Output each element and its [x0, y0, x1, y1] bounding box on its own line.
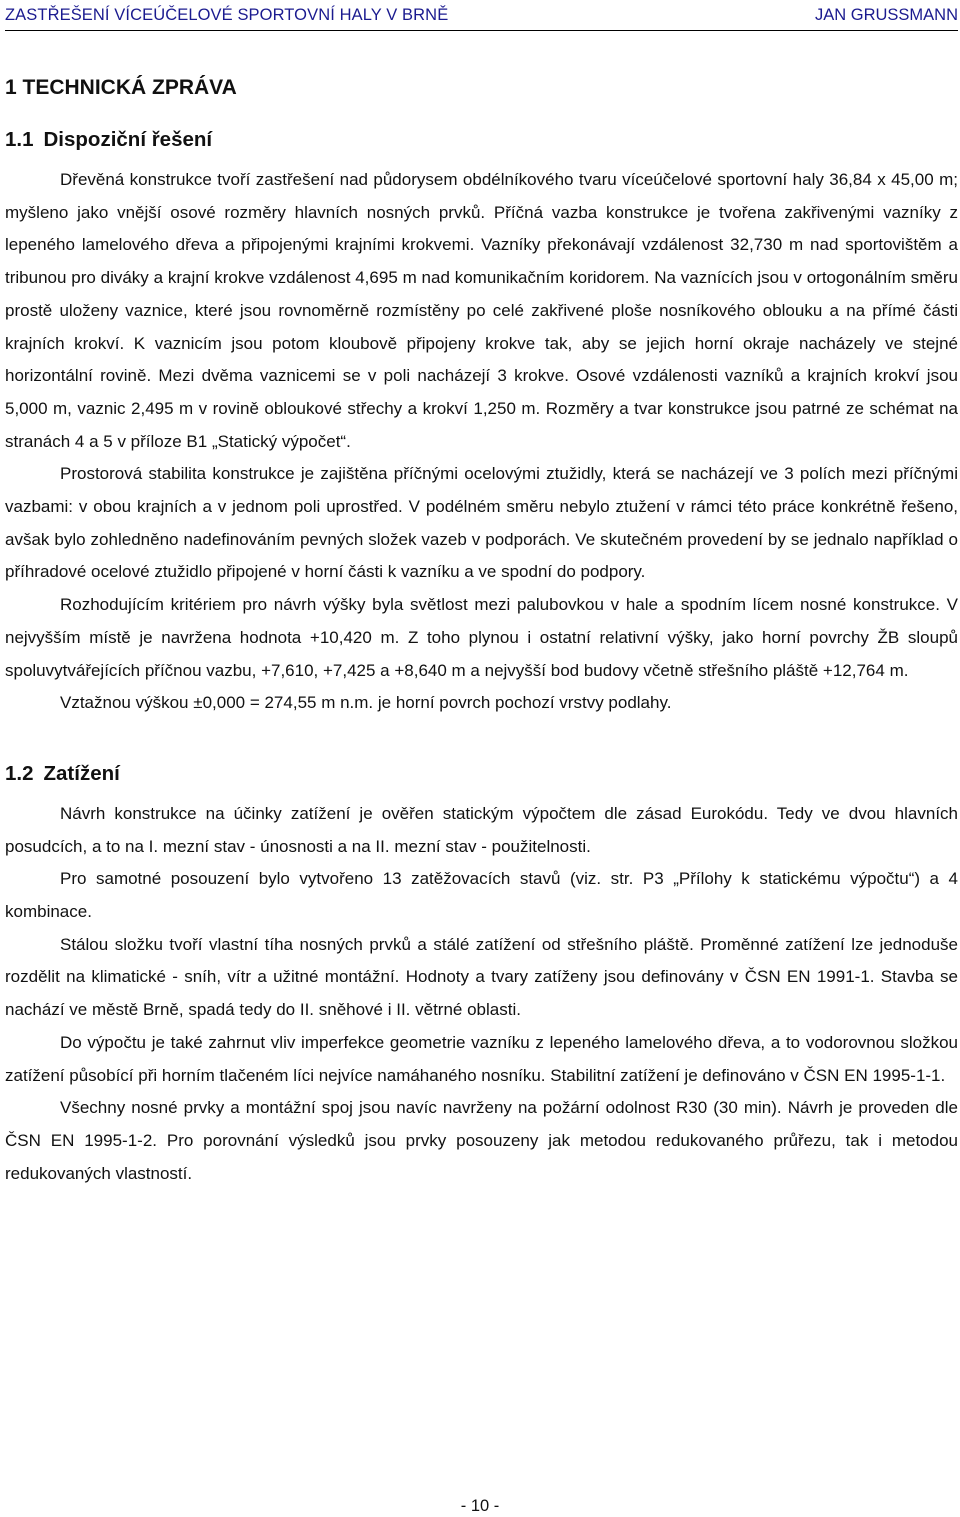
section-heading-1-2: [5, 756, 958, 792]
paragraph: Prostorová stabilita konstrukce je zajištěna příčnými ocelovými ztužidly, která se nacházejí ve 3 polích mezi příčnými vazbami: v obou krajních a v jednom poli uprostřed. V podélném směru nebylo ztužení v rámci této práce konkrétně řešeno, avšak bylo zohledněno nadefinováním pevných složek vazeb v podporách. Ve skutečném provedení by se jednalo například o příhradové ocelové ztužidlo připojené v horní části k vazníku a ve spodní do podpory.: [5, 464, 958, 582]
paragraph: Rozhodujícím kritériem pro návrh výšky byla světlost mezi palubovkou v hale a spodním lícem nosné konstrukce. V nejvyšším místě je navržena hodnota +10,420 m. Z toho plynou i ostatní relativní výšky, jako horní povrchy ŽB sloupů spoluvytvářejících příčnou vazbu, +7,610, +7,425 a +8,640 m a nejvyšší bod budovy včetně střešního pláště +12,764 m.: [5, 595, 958, 680]
section-number: 1.2: [5, 761, 34, 785]
paragraph: Stálou složku tvoří vlastní tíha nosných prvků a stálé zatížení od střešního pláště. Proměnné zatížení lze jednoduše rozdělit na klimatické - sníh, vítr a užitné montážní. Hodnoty a tvary zatíženy jsou definovány v ČSN EN 1991-1. Stavba se nachází ve městě Brně, spadá tedy do II. sněhové i II. větrné oblasti.: [5, 934, 958, 1020]
page-number: - 10 -: [460, 1497, 500, 1515]
section-title: Zatížení: [43, 761, 120, 785]
section-title: Dispoziční řešení: [43, 128, 213, 151]
paragraph: Návrh konstrukce na účinky zatížení je ověřen statickým výpočtem dle zásad Eurokódu. Tedy ve dvou hlavních posudcích, a to na I. mezní stav - únosnosti a na II. mezní stav - použitelnosti.: [5, 803, 958, 856]
header-document-title: ZASTŘEŠENÍ VÍCEÚČELOVÉ SPORTOVNÍ HALY V BRNĚ: [5, 6, 449, 24]
paragraph: Vztažnou výškou ±0,000 = 274,55 m n.m. je horní povrch pochozí vrstvy podlahy.: [60, 693, 672, 713]
page-content: [5, 70, 958, 1190]
paragraph: Pro samotné posouzení bylo vytvořeno 13 zatěžovacích stavů (viz. str. P3 „Přílohy k statickému výpočtu“) a 4 kombinace.: [5, 869, 958, 922]
section-number: 1.1: [5, 128, 34, 151]
section-heading-1-1: [5, 122, 958, 158]
chapter-title: 1 TECHNICKÁ ZPRÁVA: [5, 76, 237, 99]
running-header: [5, 2, 958, 31]
paragraph: Dřevěná konstrukce tvoří zastřešení nad půdorysem obdélníkového tvaru víceúčelové sportovní haly 36,84 x 45,00 m; myšleno jako vnější osové rozměry hlavních nosných prvků. Příčná vazba konstrukce je tvořena zakřivenými vazníky z lepeného lamelového dřeva a připojenými krajními krokvemi. Vazníky překonávají vzdálenost 32,730 m nad sportovištěm a tribunou pro diváky a krajní krokve vzdálenost 4,695 m nad komunikačním koridorem. Na vaznících jsou v ortogonálním směru prostě uloženy vaznice, které jsou rovnoměrně rozmístěny po celé zakřivené ploše nosníkového oblouku a na přímé části krajních krokví. K vaznicím jsou potom kloubově připojeny krokve tak, aby se jejich horní okraje nacházely ve stejné horizontální rovině. Mezi dvěma vaznicemi se v poli nacházejí 3 krokve. Osové vzdálenosti vazníků a krajních krokví jsou 5,000 m, vaznic 2,495 m v rovině obloukové střechy a krokví 1,250 m. Rozměry a tvar konstrukce jsou patrné ze schémat na stranách 4 a 5 v příloze B1 „Statický výpočet“.: [5, 170, 958, 451]
header-author: JAN GRUSSMANN: [814, 6, 958, 24]
paragraph: Všechny nosné prvky a montážní spoj jsou navíc navrženy na požární odolnost R30 (30 min). Návrh je proveden dle ČSN EN 1995-1-2. Pro porovnání výsledků jsou prvky posouzeny jak metodou redukovaného průřezu, tak i metodou redukovaných vlastností.: [5, 1098, 958, 1183]
paragraph: Do výpočtu je také zahrnut vliv imperfekce geometrie vazníku z lepeného lamelového dřeva, a to vodorovnou složkou zatížení působící při horním tlačeném líci nejvíce namáhaného nosníku. Stabilitní zatížení je definováno v ČSN EN 1995-1-1.: [5, 1032, 958, 1085]
